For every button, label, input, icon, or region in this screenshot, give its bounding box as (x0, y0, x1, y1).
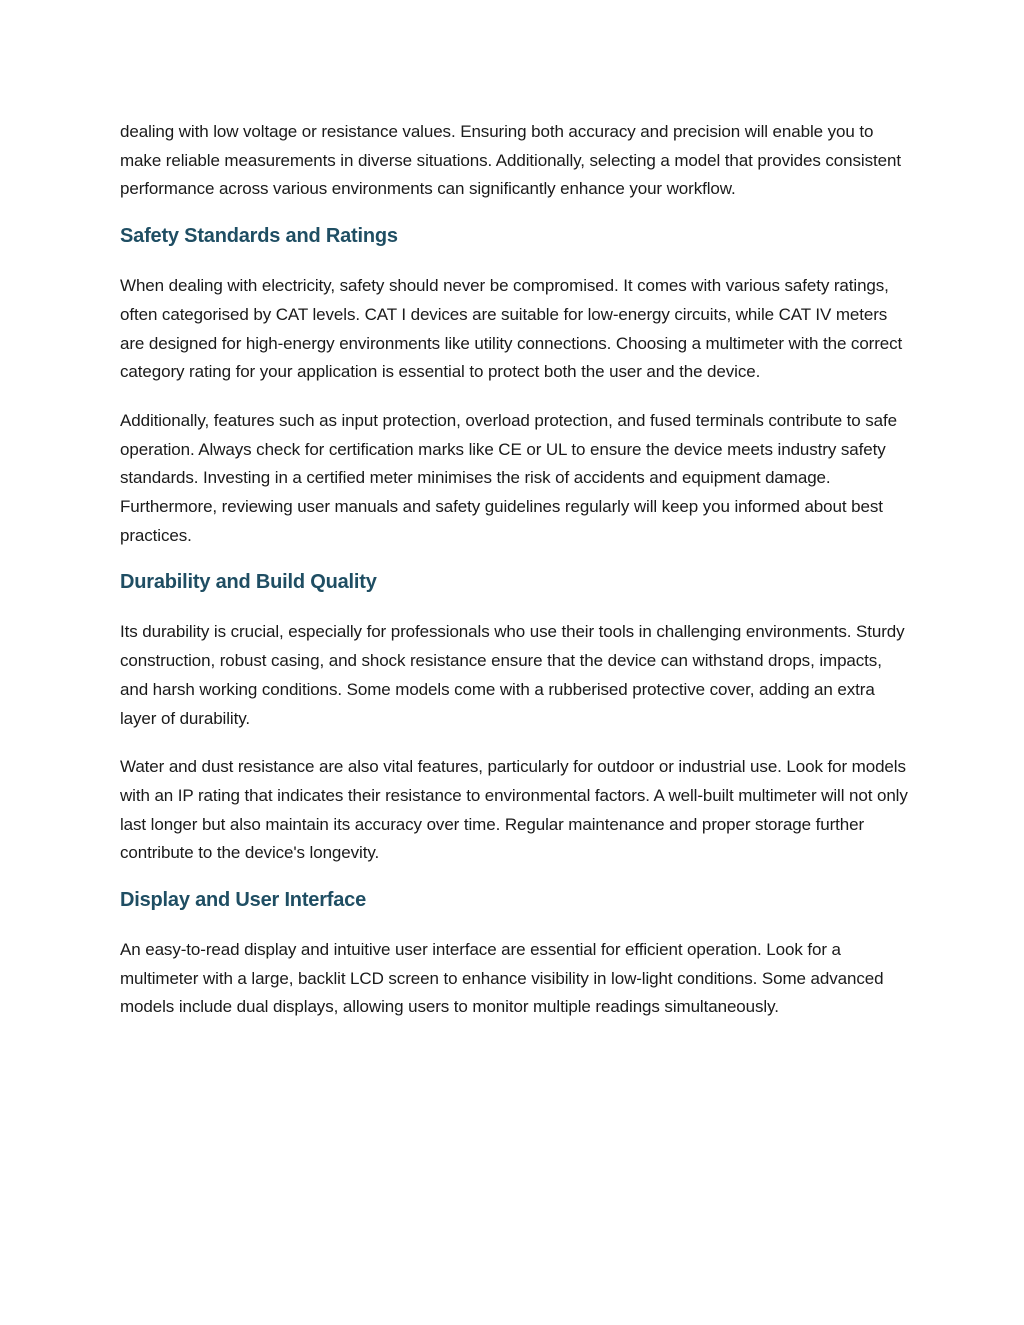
heading-safety-standards: Safety Standards and Ratings (120, 225, 398, 248)
heading-display-interface: Display and User Interface (120, 889, 367, 912)
durability-paragraph-1: Its durability is crucial, especially for professionals who use their tools in challenging environments. Sturdy construction, robust casing, and shock resistance ensure that the device can withstand drops, impacts, and harsh working conditions. Some models come with a rubberised protective cover, adding an extra layer of durability. (120, 622, 905, 728)
intro-paragraph: dealing with low voltage or resistance values. Ensuring both accuracy and precision will enable you to make reliable measurements in diverse situations. Additionally, selecting a model that provides consistent performance across various environments can significantly enhance your workflow. (120, 122, 901, 199)
document-page (120, 118, 910, 1042)
durability-paragraph-2: Water and dust resistance are also vital features, particularly for outdoor or industrial use. Look for models with an IP rating that indicates their resistance to environmental factors. A well-built multimeter will not only last longer but also maintain its accuracy over time. Regular maintenance and proper storage further contribute to the device's longevity. (120, 757, 908, 863)
safety-paragraph-1: When dealing with electricity, safety should never be compromised. It comes with various safety ratings, often categorised by CAT levels. CAT I devices are suitable for low-energy circuits, while CAT IV meters are designed for high-energy environments like utility connections. Choosing a multimeter with the correct category rating for your application is essential to protect both the user and the device. (120, 276, 903, 382)
heading-durability: Durability and Build Quality (120, 571, 377, 594)
safety-paragraph-2: Additionally, features such as input protection, overload protection, and fused terminals contribute to safe operation. Always check for certification marks like CE or UL to ensure the device meets industry safety standards. Investing in a certified meter minimises the risk of accidents and equipment damage. Furthermore, reviewing user manuals and safety guidelines regularly will keep you informed about best practices. (120, 410, 898, 545)
display-paragraph-1: An easy-to-read display and intuitive user interface are essential for efficient operation. Look for a multimeter with a large, backlit LCD screen to enhance visibility in low-light conditions. Some advanced models include dual displays, allowing users to monitor multiple readings simultaneously. (120, 940, 884, 1017)
